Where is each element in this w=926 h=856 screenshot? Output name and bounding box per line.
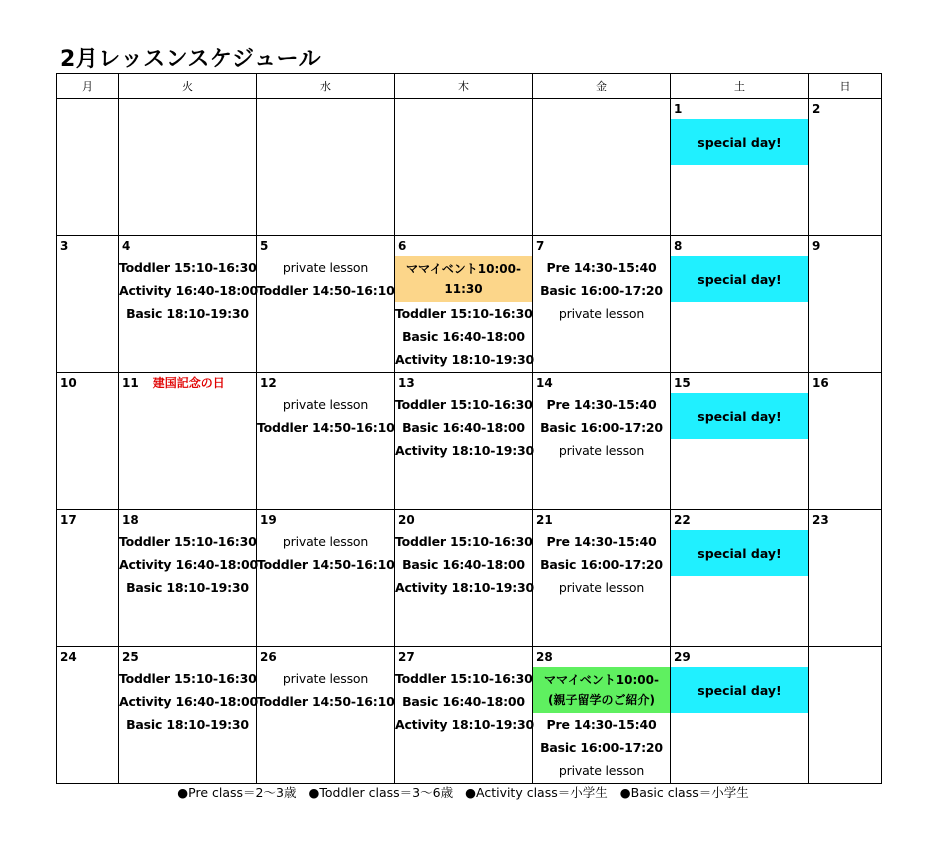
day-number bbox=[257, 99, 394, 119]
calendar-day-cell bbox=[57, 510, 119, 647]
day-number bbox=[809, 236, 881, 256]
day-number-label: 2 bbox=[812, 102, 821, 116]
weekday-header: 土 bbox=[671, 74, 809, 99]
event-subtitle: (親子留学のご紹介) bbox=[548, 693, 655, 707]
lesson-slot: Basic 16:40-18:00 bbox=[402, 557, 525, 572]
day-number-label: 15 bbox=[674, 376, 691, 390]
day-number-label: 8 bbox=[674, 239, 683, 253]
private-lesson-label: private lesson bbox=[282, 260, 369, 275]
private-lesson-label: private lesson bbox=[558, 306, 645, 321]
calendar-day-cell bbox=[119, 510, 257, 647]
event-title: ママイベント10:00- bbox=[406, 262, 521, 276]
day-number bbox=[809, 99, 881, 119]
day-number bbox=[119, 373, 256, 393]
day-number bbox=[57, 510, 118, 530]
day-number-label: 19 bbox=[260, 513, 277, 527]
calendar-day-cell bbox=[257, 99, 395, 236]
day-number bbox=[119, 510, 256, 530]
day-number-label: 12 bbox=[260, 376, 277, 390]
day-number-label: 11 bbox=[122, 376, 139, 390]
day-number-label: 26 bbox=[260, 650, 277, 664]
day-number-label: 7 bbox=[536, 239, 545, 253]
calendar-day-cell bbox=[809, 236, 882, 373]
special-day-banner: special day! bbox=[671, 256, 808, 302]
day-number bbox=[395, 236, 532, 256]
calendar-week-row bbox=[57, 99, 882, 236]
day-number-label: 6 bbox=[398, 239, 407, 253]
day-number bbox=[57, 236, 118, 256]
lesson-slot: Basic 16:40-18:00 bbox=[402, 329, 525, 344]
day-number bbox=[533, 99, 670, 119]
lesson-slot: Basic 16:40-18:00 bbox=[402, 420, 525, 435]
calendar-week-row bbox=[57, 236, 882, 373]
calendar-day-cell bbox=[395, 647, 533, 784]
lesson-slot: Pre 14:30-15:40 bbox=[546, 534, 657, 549]
day-number-label: 9 bbox=[812, 239, 821, 253]
day-number bbox=[119, 647, 256, 667]
weekday-header: 日 bbox=[809, 74, 882, 99]
day-number bbox=[57, 647, 118, 667]
lesson-slot: Basic 18:10-19:30 bbox=[126, 580, 249, 595]
lesson-slot: Toddler 14:50-16:10 bbox=[257, 283, 395, 298]
calendar-day-cell bbox=[57, 373, 119, 510]
lesson-slot: Pre 14:30-15:40 bbox=[546, 260, 657, 275]
day-number bbox=[533, 510, 670, 530]
day-number bbox=[671, 373, 808, 393]
day-number bbox=[671, 510, 808, 530]
day-number bbox=[119, 99, 256, 119]
day-number-label: 29 bbox=[674, 650, 691, 664]
day-number bbox=[809, 647, 881, 667]
lesson-slot: Toddler 15:10-16:30 bbox=[395, 306, 533, 321]
day-number bbox=[533, 236, 670, 256]
weekday-header: 月 bbox=[57, 74, 119, 99]
calendar-day-cell bbox=[57, 99, 119, 236]
calendar-day-cell bbox=[671, 236, 809, 373]
lesson-slot: Toddler 15:10-16:30 bbox=[395, 534, 533, 549]
lesson-slot: Basic 16:00-17:20 bbox=[540, 557, 663, 572]
day-number-label: 20 bbox=[398, 513, 415, 527]
day-number bbox=[533, 647, 670, 667]
lesson-slot: Activity 18:10-19:30 bbox=[395, 352, 535, 367]
day-number bbox=[395, 373, 532, 393]
lesson-slot: Activity 16:40-18:00 bbox=[119, 283, 259, 298]
special-day-banner: special day! bbox=[671, 530, 808, 576]
mama-event-banner bbox=[533, 667, 670, 713]
day-number bbox=[257, 236, 394, 256]
lesson-slot: Basic 18:10-19:30 bbox=[126, 717, 249, 732]
calendar-day-cell bbox=[533, 99, 671, 236]
lesson-slot: Toddler 15:10-16:30 bbox=[119, 671, 257, 686]
legend-item: ●Activity class＝小学生 bbox=[465, 785, 608, 800]
lesson-slot: Basic 16:00-17:20 bbox=[540, 740, 663, 755]
calendar-day-cell bbox=[533, 236, 671, 373]
lesson-slot: Toddler 14:50-16:10 bbox=[257, 694, 395, 709]
mama-event-banner bbox=[395, 256, 532, 302]
day-number-label: 16 bbox=[812, 376, 829, 390]
day-number bbox=[533, 373, 670, 393]
day-number bbox=[257, 647, 394, 667]
day-number-label: 1 bbox=[674, 102, 683, 116]
lesson-slot: Basic 16:00-17:20 bbox=[540, 283, 663, 298]
lesson-slot: Toddler 15:10-16:30 bbox=[395, 671, 533, 686]
calendar-day-cell bbox=[395, 510, 533, 647]
day-number bbox=[257, 510, 394, 530]
private-lesson-label: private lesson bbox=[282, 671, 369, 686]
calendar-day-cell bbox=[533, 373, 671, 510]
calendar-day-cell bbox=[257, 373, 395, 510]
calendar-day-cell bbox=[533, 647, 671, 784]
calendar-day-cell bbox=[809, 647, 882, 784]
lesson-slot: Basic 16:40-18:00 bbox=[402, 694, 525, 709]
day-number-label: 17 bbox=[60, 513, 77, 527]
private-lesson-label: private lesson bbox=[558, 763, 645, 778]
day-number bbox=[671, 99, 808, 119]
day-number-label: 27 bbox=[398, 650, 415, 664]
day-number bbox=[57, 373, 118, 393]
day-number-label: 5 bbox=[260, 239, 269, 253]
calendar-day-cell bbox=[809, 373, 882, 510]
legend-item: ●Basic class＝小学生 bbox=[619, 785, 749, 800]
calendar-day-cell bbox=[119, 647, 257, 784]
special-day-banner: special day! bbox=[671, 393, 808, 439]
calendar-day-cell bbox=[57, 647, 119, 784]
legend-item: ●Toddler class＝3〜6歳 bbox=[308, 785, 454, 800]
lesson-slot: Toddler 14:50-16:10 bbox=[257, 420, 395, 435]
calendar-day-cell bbox=[809, 99, 882, 236]
calendar-day-cell bbox=[395, 373, 533, 510]
day-number bbox=[395, 647, 532, 667]
day-number-label: 13 bbox=[398, 376, 415, 390]
day-number bbox=[809, 373, 881, 393]
lesson-slot: Activity 16:40-18:00 bbox=[119, 557, 259, 572]
page-title: 2月レッスンスケジュール bbox=[60, 47, 322, 72]
day-number bbox=[395, 510, 532, 530]
weekday-header-row bbox=[57, 74, 882, 99]
holiday-label: 建国記念の日 bbox=[152, 376, 225, 390]
day-number-label: 10 bbox=[60, 376, 77, 390]
calendar-day-cell bbox=[257, 647, 395, 784]
calendar-day-cell bbox=[57, 236, 119, 373]
weekday-header: 木 bbox=[395, 74, 533, 99]
day-number bbox=[809, 510, 881, 530]
calendar-week-row bbox=[57, 373, 882, 510]
private-lesson-label: private lesson bbox=[558, 443, 645, 458]
lesson-slot: Pre 14:30-15:40 bbox=[546, 717, 657, 732]
lesson-slot: Toddler 14:50-16:10 bbox=[257, 557, 395, 572]
weekday-header: 水 bbox=[257, 74, 395, 99]
calendar-week-row bbox=[57, 647, 882, 784]
private-lesson-label: private lesson bbox=[558, 580, 645, 595]
event-subtitle: 11:30 bbox=[444, 282, 483, 296]
day-number-label: 24 bbox=[60, 650, 77, 664]
lesson-slot: Toddler 15:10-16:30 bbox=[395, 397, 533, 412]
calendar-day-cell bbox=[671, 99, 809, 236]
day-number-label: 21 bbox=[536, 513, 553, 527]
day-number-label: 4 bbox=[122, 239, 131, 253]
private-lesson-label: private lesson bbox=[282, 534, 369, 549]
private-lesson-label: private lesson bbox=[282, 397, 369, 412]
calendar-day-cell bbox=[119, 99, 257, 236]
lesson-slot: Pre 14:30-15:40 bbox=[546, 397, 657, 412]
legend bbox=[0, 783, 926, 801]
calendar-day-cell bbox=[671, 373, 809, 510]
event-title: ママイベント10:00- bbox=[544, 673, 659, 687]
weekday-header: 金 bbox=[533, 74, 671, 99]
calendar-day-cell bbox=[395, 99, 533, 236]
calendar-day-cell bbox=[533, 510, 671, 647]
lesson-slot: Basic 16:00-17:20 bbox=[540, 420, 663, 435]
calendar-body bbox=[57, 99, 882, 784]
lesson-slot: Toddler 15:10-16:30 bbox=[119, 260, 257, 275]
day-number bbox=[119, 236, 256, 256]
lesson-slot: Activity 18:10-19:30 bbox=[395, 443, 535, 458]
day-number-label: 23 bbox=[812, 513, 829, 527]
day-number-label: 28 bbox=[536, 650, 553, 664]
calendar-day-cell bbox=[119, 236, 257, 373]
legend-item: ●Pre class＝2〜3歳 bbox=[177, 785, 297, 800]
calendar-table bbox=[56, 73, 882, 784]
calendar-day-cell bbox=[395, 236, 533, 373]
lesson-slot: Activity 18:10-19:30 bbox=[395, 717, 535, 732]
day-number-label: 14 bbox=[536, 376, 553, 390]
day-number-label: 22 bbox=[674, 513, 691, 527]
calendar-day-cell bbox=[257, 510, 395, 647]
day-number bbox=[671, 647, 808, 667]
day-number bbox=[671, 236, 808, 256]
day-number-label: 25 bbox=[122, 650, 139, 664]
calendar-week-row bbox=[57, 510, 882, 647]
day-number bbox=[57, 99, 118, 119]
lesson-slot: Basic 18:10-19:30 bbox=[126, 306, 249, 321]
lesson-slot: Activity 18:10-19:30 bbox=[395, 580, 535, 595]
day-number bbox=[257, 373, 394, 393]
calendar-day-cell bbox=[257, 236, 395, 373]
special-day-banner: special day! bbox=[671, 119, 808, 165]
day-number bbox=[395, 99, 532, 119]
lesson-slot: Toddler 15:10-16:30 bbox=[119, 534, 257, 549]
calendar-day-cell bbox=[119, 373, 257, 510]
calendar-day-cell bbox=[809, 510, 882, 647]
calendar-day-cell bbox=[671, 510, 809, 647]
day-number-label: 18 bbox=[122, 513, 139, 527]
calendar-day-cell bbox=[671, 647, 809, 784]
special-day-banner: special day! bbox=[671, 667, 808, 713]
day-number-label: 3 bbox=[60, 239, 69, 253]
lesson-slot: Activity 16:40-18:00 bbox=[119, 694, 259, 709]
weekday-header: 火 bbox=[119, 74, 257, 99]
